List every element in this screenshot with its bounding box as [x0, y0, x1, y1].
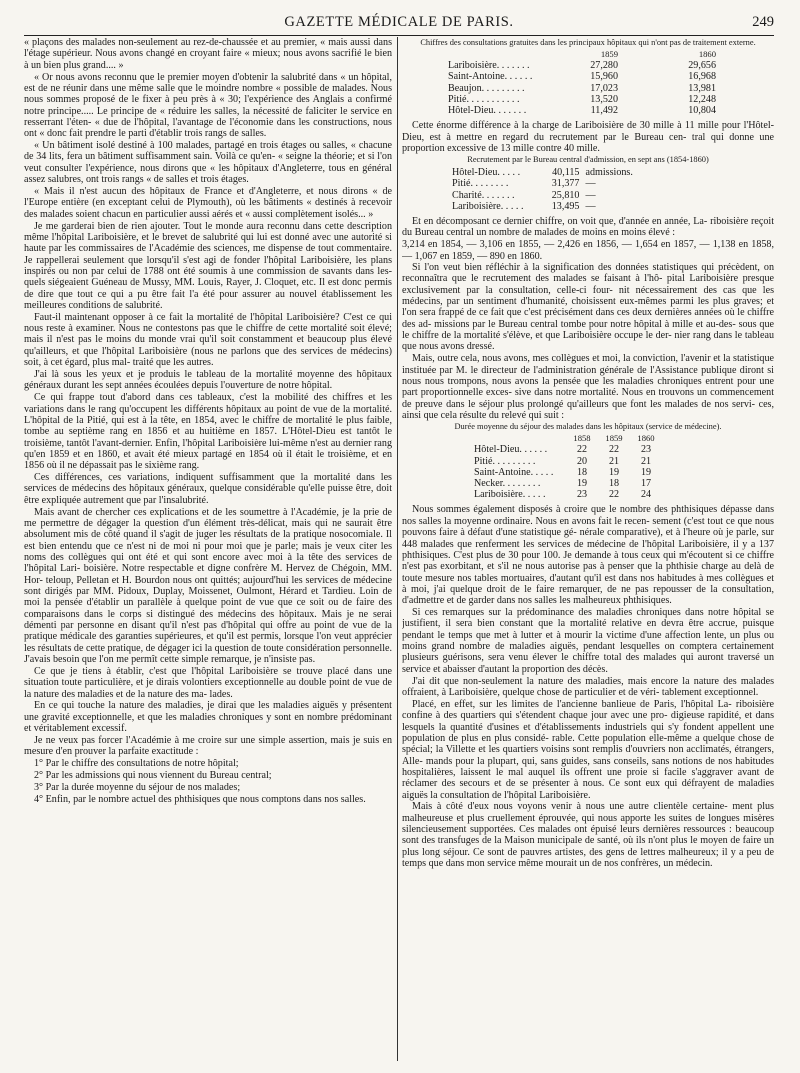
- cell-value: 19: [576, 478, 588, 490]
- paragraph: Je ne veux pas forcer l'Académie à me croire sur une simple assertion, mais je suis en mesure d'en prouver la parfaite exactitude :: [24, 734, 392, 758]
- admissions-table-caption: Recrutement par le Bureau central d'admission, en sept ans (1854-1860): [467, 155, 709, 165]
- left-column: [24, 37, 392, 1069]
- paragraph: Cette énorme différence à la charge de Lariboisière de 30 mille à 11 mille pour l'Hôtel-Dieu, est à mettre en regard du recrutement par le Bureau cen- tral qui donne une proportion excessive de 13 mille contre 40 mille.: [402, 120, 774, 154]
- paragraph: Ce que je tiens à établir, c'est que l'hôpital Lariboisière se trouve placé dans une situation toute particulière, et je dirais volontiers exceptionnelle au double point de vue de la nature des maladies et de la nature des ma- lades.: [24, 665, 392, 700]
- table-row: [452, 201, 633, 212]
- table-row: [448, 94, 744, 105]
- year-header: 1859: [605, 433, 623, 444]
- hospital-name: Hôtel-Dieu. . . . . . .: [448, 105, 527, 117]
- cell-unit: —: [585, 178, 596, 190]
- paragraph: En ce qui touche la nature des maladies, je dirai que les maladies aiguës y présentent une gravité exceptionnelle, et que les maladies chroniques y sont en nombre prédominant et véritablement excessif.: [24, 700, 392, 735]
- hospital-name: Pitié. . . . . . . .: [452, 178, 509, 190]
- cell-value: 17: [640, 478, 652, 490]
- table-row: [474, 478, 662, 489]
- paragraph: Ce qui frappe tout d'abord dans ces tableaux, c'est la mobilité des chiffres et les variations dans le rang qu'occupent les différents hôpitaux au point de vue de la mortalité. L'hôpital de la Pitié, qui est à la tête, en 1854, avec le chiffre de mortalité le plus faible, tombe au septième rang en 1856 et au huitième en 1857. L'Hôtel-Dieu est tantôt le troisième, tantôt l'avant-dernier. Enfin, l'hôpital Lariboisière lui-même n'est au dernier rang qu'en 1859 et en 1860, et avait été mieux partagé en 1854 où il était le troisième, et en 1856 où il ne dépassait pas le sixième rang.: [24, 392, 392, 472]
- cell-value: 24: [640, 489, 652, 501]
- hospital-name: Lariboisière. . . . .: [474, 489, 546, 501]
- column-divider: [397, 37, 398, 1061]
- journal-title: GAZETTE MÉDICALE DE PARIS.: [284, 14, 514, 30]
- paragraph: Faut-il maintenant opposer à ce fait la mortalité de l'hôpital Lariboisière? C'est ce qui nous reste à examiner. Nous ne contestons pas que le chiffre de cette mortalité soit élevé; mais il n'est pas le moins du monde vrai qu'il soit constamment et beaucoup plus élevé qu'ailleurs, et que l'hôpital Lariboisière (nous ne parlons que des services de médecins) soit, à cet égard, plus mal- traité que les autres.: [24, 311, 392, 369]
- text-columns: [24, 37, 774, 1069]
- table-row: [474, 444, 662, 455]
- cell-value: 22: [608, 444, 620, 456]
- list-item: 4° Enfin, par le nombre actuel des phthisiques que nous comptons dans nos salles.: [34, 793, 366, 805]
- table-row: [452, 167, 633, 178]
- paragraph: « Or nous avons reconnu que le premier moyen d'obtenir la salubrité dans « un hôpital, est de ne réunir dans une même salle que le moindre nombre « possible de malades. Nous nous sommes proposé de le fixer à peu près à « 30; l'expérience des Anglais a confirmé notre principe..... Le principe de « réduire les salles, la nécessité de faliciter le service en resserrant l'éten- « due de l'hôpital, l'avantage de l'économie dans les constructions, nous ont « donc fait prendre le parti d'établir trois rangs de salles.: [24, 71, 392, 140]
- consultations-table-caption: Chiffres des consultations gratuites dans les principaux hôpitaux qui n'ont pas de traitement externe.: [420, 38, 756, 47]
- cell-value: 22: [608, 489, 620, 501]
- table-row: [448, 71, 744, 82]
- hospital-name: Saint-Antoine. . . . .: [474, 466, 554, 478]
- cell-value: 18: [576, 466, 588, 478]
- cell-value: 23: [640, 444, 652, 456]
- stay-duration-table-caption: Durée moyenne du séjour des malades dans les hôpitaux (service de médecine).: [454, 422, 722, 432]
- cell-value: 11,492: [590, 105, 618, 117]
- cell-value: 13,981: [688, 82, 716, 94]
- cell-value: 17,023: [590, 82, 618, 94]
- table-row: [474, 456, 662, 467]
- paragraph: Placé, en effet, sur les limites de l'ancienne banlieue de Paris, l'hôpital La- riboisière confine à des quartiers qui s'étendent chaque jour avec une pro- digieuse rapidité, et dans lesquels la quantité d'usines et d'établissements industriels qui s'y fondent appellent une population de plus en plus considé- rable. Cette population elle-même a quelque chose de spécial; la Villette et les quartiers voisins sont remplis d'ouvriers non acclimatés, étrangers, Alle- mands pour la plupart, qui, sans guides, sans conseils, sans notions de nos habitudes hospitalières, laissent le mal auquel ils offrent une proie si facile s'aggraver avant de réclamer des secours et de se présenter à nous. Ce sont eux qui défrayent de maladies aiguës la consultation de l'hôpital Lariboisière.: [402, 698, 774, 801]
- table-row: [448, 83, 744, 94]
- hospital-name: Pitié. . . . . . . . . . .: [448, 93, 520, 105]
- cell-value: 21: [640, 455, 652, 467]
- paragraph: J'ai là sous les yeux et je produis le tableau de la mortalité moyenne des hôpitaux généraux durant les sept années écoulées depuis l'ouverture de notre hôpital.: [24, 368, 392, 392]
- table-header-row: [474, 433, 662, 444]
- cell-value: 16,968: [688, 71, 716, 83]
- paragraph: Ces différences, ces variations, indiquent suffisamment que la mortalité dans les services de médecins des hôpitaux généraux, quelque considérable qu'elle puisse être, doit être expliquée autrement que par l'insalubrité.: [24, 472, 392, 506]
- paragraph: Si l'on veut bien réfléchir à la signification des données statistiques qui précèdent, on reconnaîtra que le recrutement des malades se faisant à l'hô- pital Lariboisière presque exclusivement par la consultation, celle-ci four- nit nécessairement des cas que les médecins, par un sentiment d'humanité, choisissent eux-mêmes parmi les plus graves; et l'on sera frappé de ce fait que c'est précisément dans ces deux dernières années où le chiffre des ad- missions par le Bureau central tombe pour notre hôpital à mille et au-des- sous que le chiffre de la mortalité s'élève, et que Lariboisière occupe le der- nier rang dans le tableau que nous avons dressé.: [402, 261, 774, 353]
- paragraph: Je me garderai bien de rien ajouter. Tout le monde aura reconnu dans cette description même l'hôpital Lariboisière, et le brevet de salubrité qui lui est donné avec une autorité si haute par les commissaires de l'Académie des sciences, me dispense de tout commentaire. Je rappellerai seulement que lorsqu'il s'est agi de fonder l'hôpital Lariboisière, les plans inspirés ou non par celui de 1788 ont été soumis à une commission de savants dans les- quels siégeaient Guéneau de Mussy, MM. Louis, Rayer, J. Cloquet, etc. Il est donc permis de dire que tout ce qui a pu être fait l'a été pour assurer au nouvel établissement les meilleures conditions de salubrité.: [24, 220, 392, 311]
- paragraph: Si ces remarques sur la prédominance des maladies chroniques dans notre hôpital se justifient, il sera bien constant que la mortalité relative en devra être accrue, puisque pendant le temps que met à lutter et à mourir la victime d'une affection lente, un plus ou moins grand nombre de maladies aiguës, pendant lesquelles on comptera certainement plusieurs guérisons, sera venu élever le chiffre total des malades qui auront traversé un service et abaisser d'autant la proportion des décès.: [402, 607, 774, 675]
- hospital-name: Pitié. . . . . . . . .: [474, 455, 536, 467]
- table-header-row: [448, 49, 744, 60]
- cell-value: 19: [608, 466, 620, 478]
- paragraph: Mais à côté d'eux nous voyons venir à nous une autre clientèle certaine- ment plus malheureuse et plus cruellement éprouvée, qui nous apporte les suites de longues misères silencieusement supportées. Ces malades ont épuisé leurs dernières ressources : beaucoup sont des transfuges de la Maison municipale de santé, où ils n'ont plus le moyen de faire un plus long séjour. Ce sont de pauvres artistes, des gens de lettres malheureux; il y a peu de temps que dans mon service même mourait un de nos confrères, un médecin.: [402, 801, 774, 870]
- cell-value: 21: [608, 455, 620, 467]
- year-header: 1860: [637, 433, 655, 444]
- list-item: 3° Par la durée moyenne du séjour de nos malades;: [34, 781, 241, 793]
- cell-value: 22: [576, 444, 588, 456]
- cell-value: 19: [640, 466, 652, 478]
- paragraph: J'ai dit que non-seulement la nature des maladies, mais encore la nature des malades offraient, à Lariboisière, quelque chose de particulier et de véri- tablement exceptionnel.: [402, 675, 774, 698]
- cell-value: 10,804: [688, 105, 716, 117]
- paragraph: Et en décomposant ce dernier chiffre, on voit que, d'année en année, La- riboisière reçoit du Bureau central un nombre de malades de moins en moins élevé :: [402, 216, 774, 239]
- hospital-name: Hôtel-Dieu. . . . .: [452, 167, 521, 179]
- hospital-name: Lariboisière. . . . .: [452, 200, 524, 212]
- cell-value: 40,115: [552, 167, 580, 179]
- cell-value: 31,377: [551, 178, 580, 190]
- cell-value: 27,280: [590, 60, 618, 72]
- cell-value: 12,248: [688, 93, 716, 105]
- hospital-name: Beaujon. . . . . . . . .: [448, 82, 525, 94]
- cell-value: 13,520: [590, 93, 618, 105]
- table-row: [474, 467, 662, 478]
- table-row: [448, 105, 744, 116]
- page-header: [24, 6, 774, 36]
- paragraph: Mais avant de chercher ces explications et de les soumettre à l'Académie, je la prie de me permettre de dégager la question d'un élément très-délicat, mais qui ne saurait être absolument mis de côté quand il s'agit de juger les résultats de la pratique nosocomiale. Il est bien entendu que ce n'est ni de moi ni pour moi que je parle; mais je veux citer les noms des collègues qui ont été et qui sont encore avec moi à la tête des services de l'hôpital Lari- boisière. Notre respectable et digne confrère M. Hervez de Chégoin, MM. Hor- teloup, Pelletan et H. Bourdon nous ont quittés; aujourd'hui les services de médecine sont dirigés par MM. Pidoux, Duplay, Moissenet, Oulmont, Hérard et Tardieu. Loin de moi la pensée d'établir un parallèle à quelque point de vue que ce soit ou de faire des comparaisons dans le corps si distingué des médecins des hôpitaux. Mais je ne serai démenti par personne en disant qu'il n'est pas d'hôpital qui offre au point de vue de la pratique médicale des garanties supérieures, et qu'il est permis, lorsque l'on veut apprécier les résultats de cette pratique, de dégager ici la question de toute considération personnelle. J'avais besoin que l'on me permît cette simple remarque, je n'insiste pas.: [24, 506, 392, 666]
- stay-duration-table: [474, 433, 662, 500]
- table-row: [474, 489, 662, 500]
- cell-unit: admissions.: [585, 167, 633, 179]
- paragraph: Nous sommes également disposés à croire que le nombre des phthisiques dépasse dans nos salles la moyenne ordinaire. Nous en avons fait le recen- sement (c'est tout ce que nous pouvons faire à défaut d'une statistique gé- nérale comparative), et à l'heure où je parle, sur 448 malades que renferment les services de médecine de l'hôpital Lariboisière, il y a 137 phthisiques. C'est plus de 30 pour 100. Je demande à tous ceux qui m'écoutent si ce chiffre n'est pas exorbitant, et s'il ne nous autorise pas à penser que la phthisie charge au delà de toute mesure nos tables mortuaires, d'autant qu'il est dans nos habitudes à mes collègues et à moi, j'ai quelque droit de le faire remarquer, de ne pas repousser de la consultation, d'admettre et de garder dans nos salles les malheureux phthisiques.: [402, 504, 774, 607]
- cell-value: 15,960: [590, 71, 618, 83]
- cell-value: 29,656: [688, 60, 716, 72]
- cell-unit: —: [585, 189, 596, 201]
- paragraph: Mais, outre cela, nous avons, mes collègues et moi, la conviction, l'avenir et la statistique instituée par M. le directeur de l'administration générale de l'Assistance publique diront si nous nous trompons, nous avons la pensée que les maladies chroniques entrent pour une part proportionnelle exces- sive dans notre mortalité. Nous en trouvons un commencement de preuve dans le séjour plus prolongé qu'ailleurs que font les malades de nos servi- ces, ainsi que cela résulte du relevé qui suit :: [402, 353, 774, 421]
- cell-value: 20: [576, 455, 588, 467]
- paragraph: « Un bâtiment isolé destiné à 100 malades, partagé en trois étages ou salles, « chacune de 34 lits, fera un bâtiment suffisamment sain. Voilà ce qu'en- « seigne la théorie; et si l'on veut consulter l'expérience, nous dirons que « les hôpitaux d'Angleterre, tous en général assez salubres, ont trois rangs « de salles et trois étages.: [24, 140, 392, 186]
- paragraph: « plaçons des malades non-seulement au rez-de-chaussée et au premier, « mais aussi dans l'étage supérieur. Nous avons changé en croyant faire « mieux; nous avons sacrifié le bien à un bien plus grand.... »: [24, 37, 392, 71]
- hospital-name: Hôtel-Dieu. . . . . .: [474, 444, 548, 456]
- list-item: 1° Par le chiffre des consultations de notre hôpital;: [34, 758, 239, 770]
- yearly-figures: 3,214 en 1854, — 3,106 en 1855, — 2,426 en 1856, — 1,654 en 1857, — 1,138 en 1858, — 1,067 en 1859, — 890 en 1860.: [402, 239, 774, 262]
- hospital-name: Necker. . . . . . . .: [474, 478, 541, 490]
- cell-value: 13,495: [551, 200, 580, 212]
- year-header: 1860: [698, 49, 716, 59]
- table-row: [448, 60, 744, 71]
- right-column: [402, 37, 774, 1069]
- consultations-table: [448, 49, 744, 116]
- year-header: 1859: [600, 49, 618, 59]
- cell-value: 25,810: [551, 189, 580, 201]
- list-item: 2° Par les admissions qui nous viennent du Bureau central;: [34, 770, 272, 781]
- table-row: [452, 178, 633, 189]
- paragraph: « Mais il n'est aucun des hôpitaux de France et d'Angleterre, et nous dirons « de l'Europe entière (en exceptant celui de Plymouth), où les bâtiments « destinés à recevoir des malades soient chacun en particulier aussi aérés et « aussi complètement isolés... »: [24, 185, 392, 220]
- cell-unit: —: [585, 200, 596, 212]
- page-number: 249: [752, 14, 774, 30]
- year-header: 1858: [573, 433, 591, 444]
- admissions-table: [452, 167, 633, 212]
- table-row: [452, 190, 633, 201]
- hospital-name: Lariboisière. . . . . . .: [448, 60, 530, 72]
- hospital-name: Charité. . . . . . .: [452, 189, 515, 201]
- cell-value: 18: [608, 478, 620, 490]
- hospital-name: Saint-Antoine. . . . . .: [448, 71, 533, 83]
- cell-value: 23: [576, 489, 588, 501]
